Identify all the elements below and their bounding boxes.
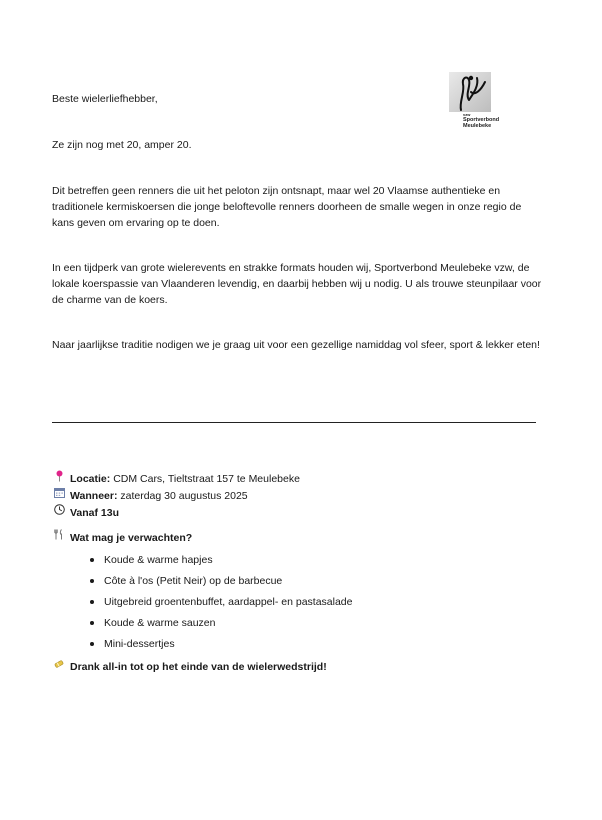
menu-item-text: Côte à l'os (Petit Neir) op de barbecue	[104, 575, 283, 587]
menu-item-text: Uitgebreid groentenbuffet, aardappel- en pastasalade	[104, 596, 353, 608]
paragraph-sportverbond: In een tijdperk van grote wielerevents en strakke formats houden wij, Sportverbond Meulebeke vzw, de lokale koerspassie van Vlaanderen levendig, en daarbij hebben wij u nodig. U als trouwe steunpilaar voor de charme van de koers.	[52, 262, 542, 306]
greeting: Beste wielerliefhebber,	[52, 93, 158, 105]
when-line	[52, 487, 248, 504]
from-line	[52, 504, 119, 521]
drinks-line	[52, 659, 327, 675]
logo-line-vzw: vzw	[463, 112, 471, 117]
menu-title: Wat mag je verwachten?	[70, 531, 193, 544]
location-label: Locatie:	[70, 473, 111, 485]
bullet-icon	[90, 621, 94, 625]
menu-title-line	[52, 529, 192, 546]
bullet-icon	[90, 558, 94, 562]
bullet-icon	[90, 579, 94, 583]
paragraph-invitation: Naar jaarlijkse traditie nodigen we je graag uit voor een gezellige namiddag vol sfeer, sport & lekker eten!	[52, 339, 540, 351]
list-item	[88, 552, 353, 573]
clock-icon	[52, 504, 66, 521]
menu-item-text: Koude & warme hapjes	[104, 554, 213, 566]
list-item	[88, 573, 353, 594]
calendar-icon	[52, 487, 66, 504]
list-item	[88, 615, 353, 636]
menu-list	[88, 552, 353, 657]
menu-item-text: Koude & warme sauzen	[104, 617, 216, 629]
list-item	[88, 594, 353, 615]
location-value: CDM Cars, Tieltstraat 157 te Meulebeke	[113, 473, 300, 485]
logo-line-sportverbond: Sportverbond	[463, 117, 500, 123]
logo-line-meulebeke: Meulebeke	[463, 123, 492, 129]
cutlery-icon	[52, 529, 66, 546]
logo-text	[463, 112, 499, 129]
menu-item-text: Mini-dessertjes	[104, 638, 175, 650]
when-value: zaterdag 30 augustus 2025	[120, 489, 248, 502]
bullet-icon	[90, 600, 94, 604]
when-label: Wanneer:	[70, 489, 118, 502]
divider	[52, 422, 536, 423]
paragraph-intro: Ze zijn nog met 20, amper 20.	[52, 139, 192, 151]
from-label: Vanaf 13u	[70, 506, 120, 519]
drinks-text: Drank all-in tot op het einde van de wielerwedstrijd!	[70, 661, 327, 673]
pin-icon	[52, 470, 66, 488]
drink-icon	[52, 659, 66, 675]
bullet-icon	[90, 642, 94, 646]
list-item	[88, 636, 353, 657]
paragraph-kermiskoersen: Dit betreffen geen renners die uit het peloton zijn ontsnapt, maar wel 20 Vlaamse authentieke en traditionele kermiskoersen die jonge beloftevolle renners doorheen de smalle wegen in onze regio de kans geven om ervaring op te doen.	[52, 185, 522, 229]
location-line	[52, 470, 300, 488]
